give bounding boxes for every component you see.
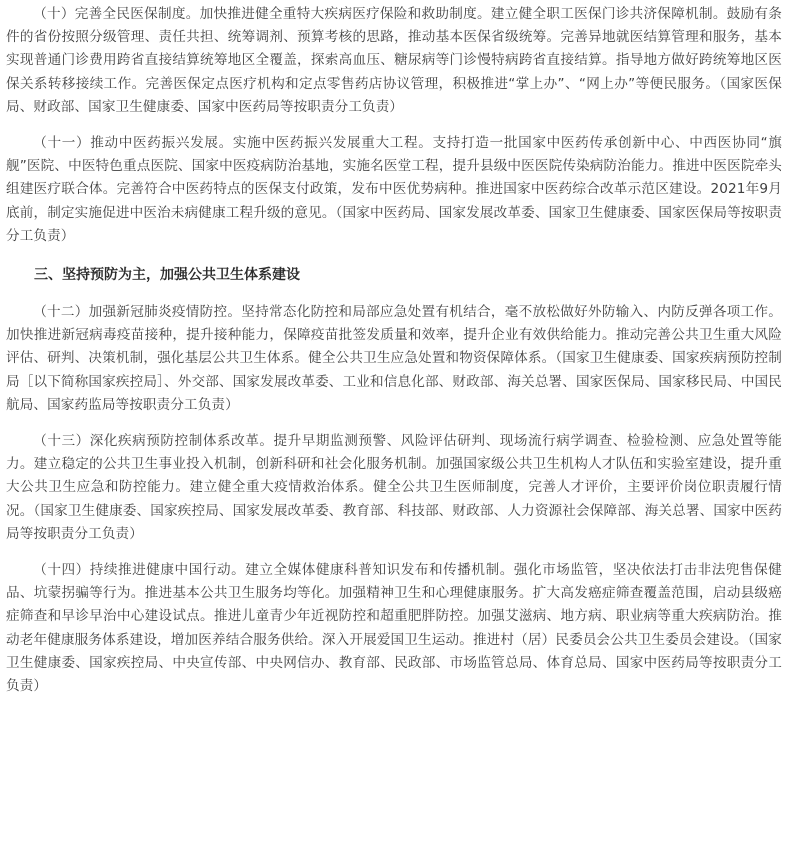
paragraph-item-13: （十三）深化疾病预防控制体系改革。提升早期监测预警、风险评估研判、现场流行病学调查、检验检测、应急处置等能力。建立稳定的公共卫生事业投入机制，创新科研和社会化服务机制。加强国家级公共卫生机构人才队伍和实验室建设，提升重大公共卫生应急和防控能力。建立健全重大疫情救治体系。健全公共卫生医师制度，完善人才评价，主要评价岗位职责履行情况。（国家卫生健康委、国家疾控局、国家发展改革委、教育部、科技部、财政部、人力资源社会保障部、海关总署、国家中医药局等按职责分工负责） [6, 433, 782, 542]
paragraph-item-10: （十）完善全民医保制度。加快推进健全重特大疾病医疗保险和救助制度。建立健全职工医保门诊共济保障机制。鼓励有条件的省份按照分级管理、责任共担、统筹调剂、预算考核的思路，推动基本医保省级统筹。完善异地就医结算管理和服务，基本实现普通门诊费用跨省直接结算统筹地区全覆盖，探索高血压、糖尿病等门诊慢特病跨省直接结算。指导地方做好跨统筹地区医保关系转移接续工作。完善医保定点医疗机构和定点零售药店协议管理，积极推进“掌上办”、“网上办”等便民服务。（国家医保局、财政部、国家卫生健康委、国家中医药局等按职责分工负责） [6, 6, 782, 115]
paragraph-item-11: （十一）推动中医药振兴发展。实施中医药振兴发展重大工程。支持打造一批国家中医药传承创新中心、中西医协同“旗舰”医院、中医特色重点医院、国家中医疫病防治基地，实施名医堂工程，提升县级中医医院传染病防治能力。推进中医医院牵头组建医疗联合体。完善符合中医药特点的医保支付政策，发布中医优势病种。推进国家中医药综合改革示范区建设。2021年9月底前，制定实施促进中医治未病健康工程升级的意见。（国家中医药局、国家发展改革委、国家卫生健康委、国家医保局等按职责分工负责） [6, 135, 782, 244]
section-heading: 三、坚持预防为主，加强公共卫生体系建设 [34, 267, 300, 284]
paragraph-item-12: （十二）加强新冠肺炎疫情防控。坚持常态化防控和局部应急处置有机结合，毫不放松做好外防输入、内防反弹各项工作。加快推进新冠病毒疫苗接种，提升接种能力，保障疫苗批签发质量和效率，提升企业有效供给能力。推动完善公共卫生重大风险评估、研判、决策机制，强化基层公共卫生体系。健全公共卫生应急处置和物资保障体系。（国家卫生健康委、国家疾病预防控制局［以下简称国家疾控局］、外交部、国家发展改革委、工业和信息化部、财政部、海关总署、国家医保局、国家移民局、中国民航局、国家药监局等按职责分工负责） [6, 304, 782, 413]
paragraph-item-14: （十四）持续推进健康中国行动。建立全媒体健康科普知识发布和传播机制。强化市场监管，坚决依法打击非法兜售保健品、坑蒙拐骗等行为。推进基本公共卫生服务均等化。加强精神卫生和心理健康服务。扩大高发癌症筛查覆盖范围，启动县级癌症筛查和早诊早治中心建设试点。推进儿童青少年近视防控和超重肥胖防控。加强艾滋病、地方病、职业病等重大疾病防治。推动老年健康服务体系建设，增加医养结合服务供给。深入开展爱国卫生运动。推进村（居）民委员会公共卫生委员会建设。（国家卫生健康委、国家疾控局、中央宣传部、中央网信办、教育部、民政部、市场监管总局、体育总局、国家中医药局等按职责分工负责） [6, 562, 782, 695]
